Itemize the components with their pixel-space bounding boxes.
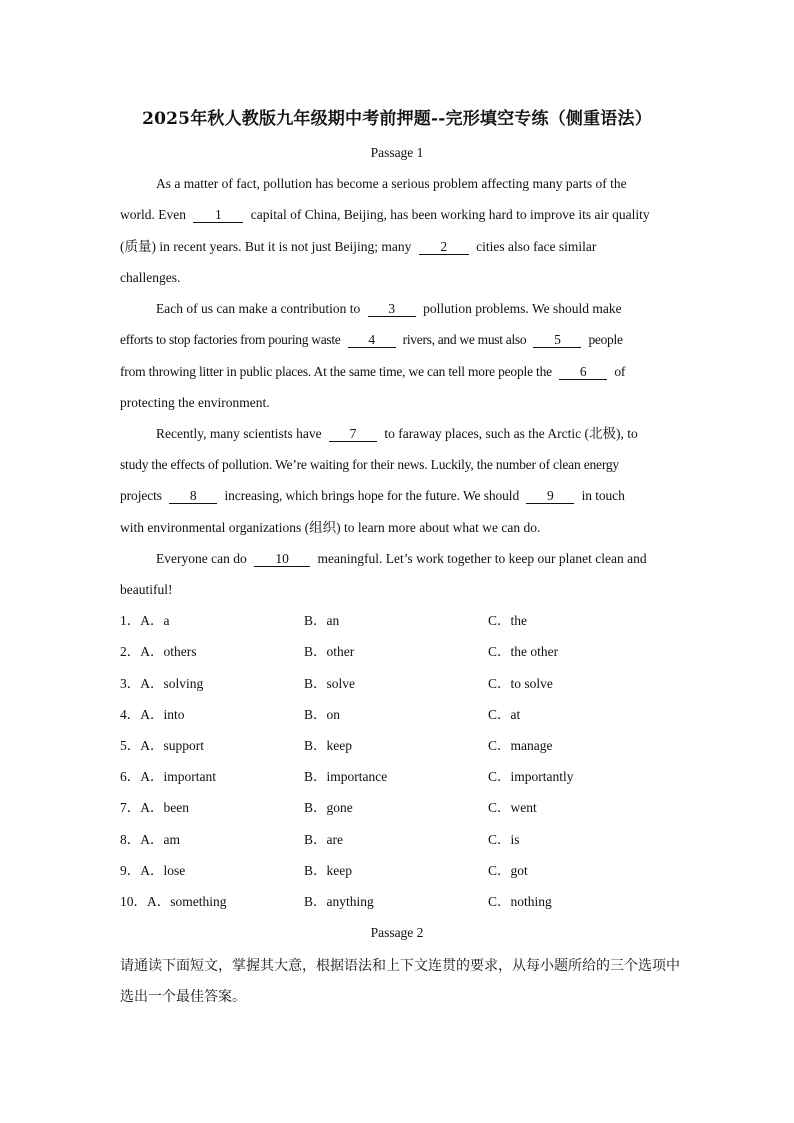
passage-line: projects 8 increasing, which brings hope for the future. We should 9 in touch [120,488,625,503]
blank-4: 4 [348,332,396,348]
passage-line: Recently, many scientists have 7 to faraway places, such as the Arctic (北极), to [156,426,638,441]
question-3-options [120,674,680,694]
question-5-options [120,736,680,756]
option-c: C．nothing [488,894,552,909]
option-b: B．an [304,613,340,628]
option-a: 9．A．lose [120,863,186,878]
passage-line: study the effects of pollution. We’re waiting for their news. Luckily, the number of clean energy [120,457,619,472]
blank-10: 10 [254,551,310,567]
question-9-options [120,861,680,881]
option-c: C．went [488,800,537,815]
option-c: C．manage [488,738,553,753]
passage-line: Everyone can do 10 meaningful. Let’s work together to keep our planet clean and [156,551,647,566]
passage-line: world. Even 1 capital of China, Beijing, has been working hard to improve its air quality [120,207,650,222]
option-c: C．got [488,863,528,878]
instruction-text: 请通读下面短文，掌握其大意，根据语法和上下文连贯的要求，从每小题所给的三个选项中 [120,958,680,974]
option-a: 7．A．been [120,800,189,815]
option-c: C．at [488,707,521,722]
question-4-options [120,705,680,725]
option-a: 3．A．solving [120,676,204,691]
passage-1-label: Passage 1 [370,145,424,160]
option-b: B．on [304,707,341,722]
blank-7: 7 [329,426,377,442]
passage-line: (质量) in recent years. But it is not just Beijing; many 2 cities also face similar [120,239,597,254]
option-b: B．gone [304,800,353,815]
option-a: 5．A．support [120,738,204,753]
instruction-text: 选出一个最佳答案。 [120,989,246,1005]
blank-8: 8 [169,488,217,504]
blank-6: 6 [559,364,607,380]
option-b: B．are [304,832,343,847]
option-c: C．is [488,832,520,847]
passage-2-label: Passage 2 [370,925,424,940]
blank-3: 3 [368,301,416,317]
option-a: 8．A．am [120,832,180,847]
passage-line: protecting the environment. [120,395,270,410]
option-a: 6．A．important [120,769,216,784]
blank-2: 2 [419,239,469,255]
option-a: 4．A．into [120,707,185,722]
blank-1: 1 [193,207,243,223]
blank-9: 9 [526,488,574,504]
passage-line: challenges. [120,270,181,285]
option-c: C．importantly [488,769,574,784]
question-6-options [120,767,680,787]
option-c: C．the [488,613,527,628]
option-a: 10．A．something [120,894,227,909]
option-b: B．keep [304,863,352,878]
option-a: 1．A．a [120,613,170,628]
passage-line: As a matter of fact, pollution has become a serious problem affecting many parts of the [156,176,627,191]
option-b: B．keep [304,738,352,753]
passage-line: efforts to stop factories from pouring waste 4 rivers, and we must also 5 people [120,332,623,347]
question-1-options [120,611,680,631]
document-title: 2025年秋人教版九年级期中考前押题--完形填空专练（侧重语法） [142,109,652,129]
option-a: 2．A．others [120,644,197,659]
blank-5: 5 [533,332,581,348]
option-b: B．solve [304,676,356,691]
passage-line: beautiful! [120,582,173,597]
option-c: C．to solve [488,676,553,691]
option-b: B．other [304,644,355,659]
passage-line: with environmental organizations (组织) to learn more about what we can do. [120,520,541,535]
option-b: B．anything [304,894,374,909]
option-b: B．importance [304,769,388,784]
question-8-options [120,830,680,850]
question-2-options [120,642,680,662]
question-7-options [120,798,680,818]
passage-line: from throwing litter in public places. At the same time, we can tell more people the 6 of [120,364,626,379]
passage-line: Each of us can make a contribution to 3 pollution problems. We should make [156,301,622,316]
question-10-options [120,892,680,912]
option-c: C．the other [488,644,559,659]
